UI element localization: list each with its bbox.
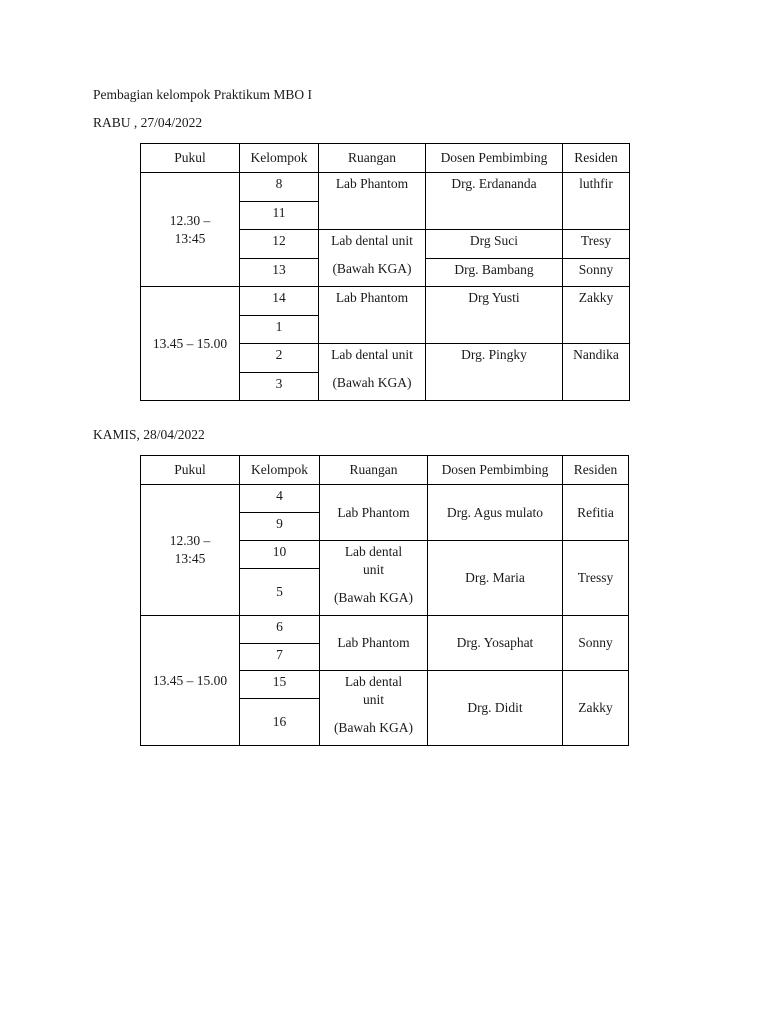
header-residen: Residen (563, 456, 629, 485)
group-cell: 9 (240, 513, 320, 541)
time-end: 13:45 (174, 551, 206, 566)
room-cell (319, 344, 426, 401)
time-end: 13:45 (174, 230, 206, 246)
group-cell: 6 (240, 616, 320, 644)
time-start: 12.30 – (169, 212, 211, 228)
room-line: (Bawah KGA) (332, 261, 412, 276)
lecturer-cell: Drg. Maria (428, 541, 563, 616)
room-line: Lab dental unit (331, 347, 413, 362)
group-cell: 12 (240, 230, 319, 259)
lecturer-cell: Drg. Bambang (426, 259, 563, 287)
lecturer-cell: Drg. Erdananda (426, 173, 563, 230)
resident-cell: Tresy (563, 230, 630, 259)
day-heading-kamis: KAMIS, 28/04/2022 (93, 427, 205, 442)
room-line: Lab dental (344, 674, 403, 689)
room-cell (319, 230, 426, 287)
header-ruangan: Ruangan (320, 456, 428, 485)
time-cell (141, 485, 240, 616)
resident-cell: Zakky (563, 671, 629, 746)
group-cell: 14 (240, 287, 319, 316)
room-cell: Lab Phantom (319, 287, 426, 344)
group-cell: 2 (240, 344, 319, 373)
room-line: Lab dental (344, 544, 403, 559)
header-dosen: Dosen Pembimbing (428, 456, 563, 485)
table-header-row (141, 144, 630, 173)
group-cell: 3 (240, 373, 319, 401)
lecturer-cell: Drg. Didit (428, 671, 563, 746)
room-line: (Bawah KGA) (333, 720, 414, 735)
header-pukul: Pukul (141, 456, 240, 485)
group-cell: 8 (240, 173, 319, 202)
room-cell: Lab Phantom (319, 173, 426, 230)
lecturer-cell: Drg. Yosaphat (428, 616, 563, 671)
table-row (141, 485, 629, 513)
header-dosen: Dosen Pembimbing (426, 144, 563, 173)
header-kelompok: Kelompok (240, 144, 319, 173)
header-pukul: Pukul (141, 144, 240, 173)
room-line: unit (362, 692, 384, 707)
table-row (141, 616, 629, 644)
group-cell: 13 (240, 259, 319, 287)
room-cell: Lab Phantom (320, 616, 428, 671)
group-cell: 10 (240, 541, 320, 569)
room-cell (320, 671, 428, 746)
table-row (141, 173, 630, 202)
resident-cell: Zakky (563, 287, 630, 344)
group-cell: 5 (240, 569, 320, 616)
header-residen: Residen (563, 144, 630, 173)
time-cell (141, 173, 240, 287)
resident-cell: Sonny (563, 259, 630, 287)
resident-cell: luthfir (563, 173, 630, 230)
time-start: 12.30 – (169, 533, 211, 548)
schedule-table-rabu (140, 143, 630, 401)
header-ruangan: Ruangan (319, 144, 426, 173)
time-cell: 13.45 – 15.00 (141, 287, 240, 401)
resident-cell: Tressy (563, 541, 629, 616)
table-row (141, 287, 630, 316)
resident-cell: Nandika (563, 344, 630, 401)
table-header-row (141, 456, 629, 485)
group-cell: 1 (240, 316, 319, 344)
time-cell: 13.45 – 15.00 (141, 616, 240, 746)
document-title: Pembagian kelompok Praktikum MBO I (93, 87, 312, 102)
room-line: unit (362, 562, 384, 577)
lecturer-cell: Drg. Agus mulato (428, 485, 563, 541)
group-cell: 16 (240, 699, 320, 746)
resident-cell: Sonny (563, 616, 629, 671)
room-line: (Bawah KGA) (333, 590, 414, 605)
lecturer-cell: Drg. Pingky (426, 344, 563, 401)
group-cell: 15 (240, 671, 320, 699)
header-kelompok: Kelompok (240, 456, 320, 485)
room-line: Lab dental unit (331, 233, 413, 248)
resident-cell: Refitia (563, 485, 629, 541)
group-cell: 4 (240, 485, 320, 513)
room-line: (Bawah KGA) (332, 375, 412, 390)
day-heading-rabu: RABU , 27/04/2022 (93, 115, 203, 130)
schedule-table-kamis (140, 455, 629, 746)
room-cell (320, 541, 428, 616)
room-cell: Lab Phantom (320, 485, 428, 541)
lecturer-cell: Drg Yusti (426, 287, 563, 344)
group-cell: 7 (240, 644, 320, 671)
group-cell: 11 (240, 202, 319, 230)
lecturer-cell: Drg Suci (426, 230, 563, 259)
